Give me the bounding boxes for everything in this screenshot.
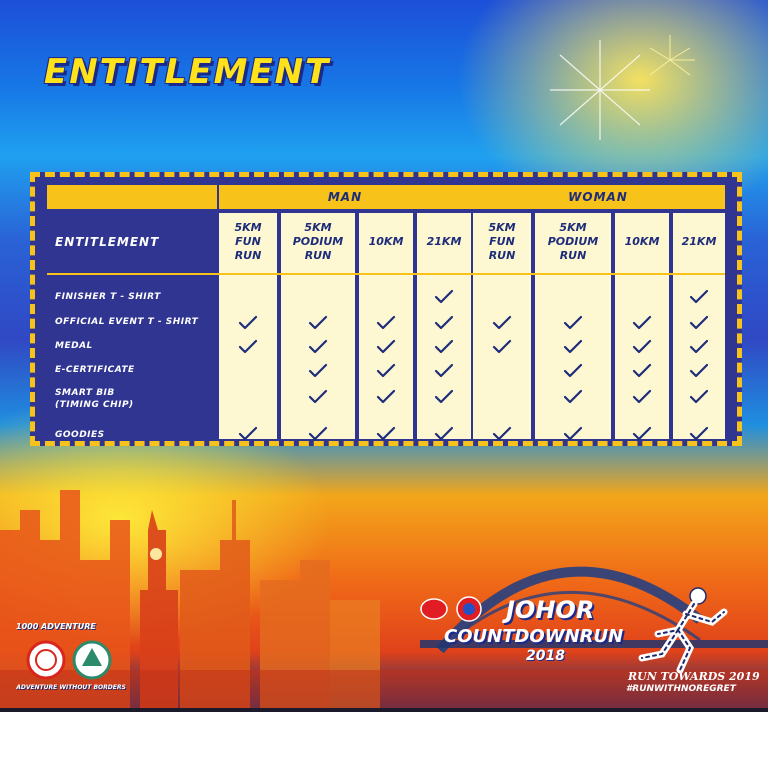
check-mark-icon [689, 315, 709, 331]
check-mark-icon [308, 315, 328, 331]
check-mark-icon [238, 315, 258, 331]
entitlement-table [30, 172, 742, 446]
column-header [473, 213, 531, 271]
check-mark-icon [376, 339, 396, 355]
check-mark-icon [238, 426, 258, 442]
column-header-line: 5KM [559, 221, 587, 234]
sponsor-logo-icon [454, 596, 484, 622]
row-label [55, 340, 93, 352]
row-label-text: FINISHER T - SHIRT [55, 292, 161, 302]
row-label [55, 291, 161, 303]
check-mark-icon [632, 339, 652, 355]
check-mark-icon [308, 389, 328, 405]
column-header-line: RUN [559, 249, 587, 262]
column-header-line: 5KM [234, 221, 262, 234]
event-name-line1: JOHOR [506, 596, 595, 624]
check-mark-icon [632, 363, 652, 379]
column-header-line: PODIUM [292, 235, 344, 248]
runner-icon [628, 584, 738, 674]
table-grid [47, 185, 725, 439]
header-divider [47, 273, 725, 275]
row-label-subtext: (TIMING CHIP) [55, 400, 134, 410]
check-mark-icon [492, 315, 512, 331]
row-header-title: ENTITLEMENT [55, 235, 160, 249]
column-header [281, 213, 355, 271]
check-mark-icon [632, 426, 652, 442]
column-header [417, 213, 471, 271]
event-logo [410, 590, 760, 700]
event-hashtag: #RUNWITHNOREGRET [626, 684, 736, 694]
row-label-text: MEDAL [55, 341, 93, 351]
fireworks-icon [540, 30, 700, 150]
check-mark-icon [689, 426, 709, 442]
bottom-bar [0, 708, 768, 712]
row-label-text: SMART BIB [55, 388, 115, 398]
row-label [55, 364, 135, 376]
row-label [55, 316, 198, 328]
check-mark-icon [563, 339, 583, 355]
organizer-logo [16, 622, 126, 692]
organizer-name: 1000 ADVENTURE [16, 622, 96, 631]
check-mark-icon [308, 339, 328, 355]
group-header-spacer [47, 185, 217, 209]
check-mark-icon [689, 389, 709, 405]
check-mark-icon [563, 389, 583, 405]
check-mark-icon [563, 363, 583, 379]
column-header-line: RUN [488, 249, 516, 262]
group-header-man: MAN [219, 185, 471, 209]
column-header-line: RUN [304, 249, 332, 262]
column-header [615, 213, 669, 271]
column-header-line: 5KM [304, 221, 332, 234]
row-label-text: OFFICIAL EVENT T - SHIRT [55, 317, 199, 327]
organizer-tagline: ADVENTURE WITHOUT BORDERS [16, 684, 126, 691]
organizer-emblem-icon [22, 636, 118, 682]
check-mark-icon [434, 339, 454, 355]
check-mark-icon [434, 289, 454, 305]
column-header [219, 213, 277, 271]
group-header-woman: WOMAN [471, 185, 725, 209]
row-label-text: E-CERTIFICATE [55, 365, 135, 375]
column-header-line: 21KM [426, 235, 462, 248]
column-header [673, 213, 725, 271]
check-mark-icon [563, 426, 583, 442]
check-mark-icon [434, 315, 454, 331]
check-mark-icon [492, 339, 512, 355]
event-name-line2: COUNTDOWNRUN [444, 626, 624, 647]
row-label-text: GOODIES [55, 430, 105, 440]
sponsor-logo-icon [420, 598, 448, 620]
column-header-line: RUN [234, 249, 262, 262]
check-mark-icon [376, 363, 396, 379]
column-header-line: 5KM [488, 221, 516, 234]
check-mark-icon [376, 389, 396, 405]
check-mark-icon [376, 426, 396, 442]
column-header [535, 213, 611, 271]
check-mark-icon [434, 363, 454, 379]
check-mark-icon [689, 363, 709, 379]
row-label [55, 387, 134, 411]
row-label [55, 429, 105, 441]
column-header-line: FUN [489, 235, 515, 248]
column-header-line: PODIUM [547, 235, 599, 248]
page-title: ENTITLEMENT [44, 52, 331, 92]
check-mark-icon [632, 389, 652, 405]
check-mark-icon [238, 339, 258, 355]
check-mark-icon [434, 389, 454, 405]
column-header-line: 10KM [624, 235, 660, 248]
column-header-line: 21KM [681, 235, 717, 248]
column-header-line: 10KM [368, 235, 404, 248]
column-header-line: FUN [235, 235, 261, 248]
check-mark-icon [632, 315, 652, 331]
check-mark-icon [563, 315, 583, 331]
event-year: 2018 [526, 648, 565, 664]
check-mark-icon [434, 426, 454, 442]
check-mark-icon [308, 426, 328, 442]
column-header [359, 213, 413, 271]
check-mark-icon [492, 426, 512, 442]
check-mark-icon [376, 315, 396, 331]
check-mark-icon [689, 339, 709, 355]
check-mark-icon [308, 363, 328, 379]
check-mark-icon [689, 289, 709, 305]
event-slogan: RUN TOWARDS 2019 [628, 670, 760, 683]
